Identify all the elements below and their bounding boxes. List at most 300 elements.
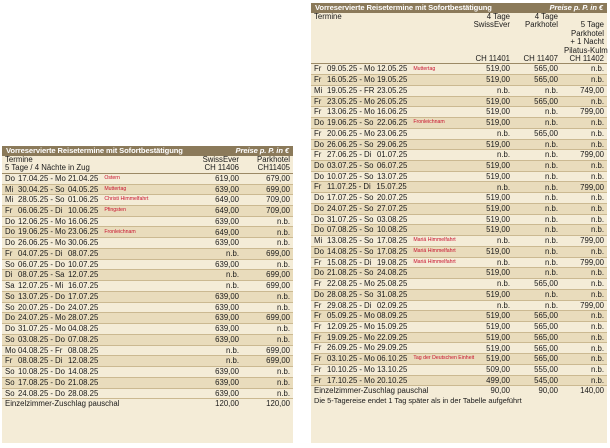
table-row xyxy=(2,334,293,345)
range-separator: - xyxy=(50,377,53,387)
range-separator: - xyxy=(50,184,53,194)
right-footer-val3: 140,00 xyxy=(561,386,607,396)
range-separator: - xyxy=(359,236,362,246)
holiday-label: Christi Himmelfahrt xyxy=(104,196,149,203)
end-weekday: FR xyxy=(363,85,375,95)
price-cell: 639,00 xyxy=(187,313,242,324)
end-weekday: So xyxy=(363,246,374,256)
date-range-cell xyxy=(311,107,463,118)
end-weekday: Di xyxy=(363,150,372,160)
date-range-cell xyxy=(311,75,463,86)
range-separator: - xyxy=(359,311,362,321)
table-row xyxy=(2,367,293,378)
end-date: 16.07.25 xyxy=(67,281,99,291)
end-date: 17.08.25 xyxy=(376,236,408,246)
start-weekday: Fr xyxy=(314,322,322,332)
price-cell: n.b. xyxy=(187,281,242,292)
start-date: 31.07.25 xyxy=(18,324,49,334)
date-range-cell xyxy=(2,388,187,399)
start-weekday: Do xyxy=(314,171,324,181)
price-cell: n.b. xyxy=(513,107,561,118)
date-range-cell xyxy=(311,139,463,150)
end-date: 15.09.25 xyxy=(376,322,408,332)
start-date: 30.04.25 xyxy=(18,184,49,194)
price-cell: 565,00 xyxy=(513,332,561,343)
left-title-bar xyxy=(2,146,293,156)
price-cell: 565,00 xyxy=(513,64,561,75)
holiday-label: Pfingsten xyxy=(104,207,126,214)
end-date: 23.06.25 xyxy=(67,227,99,237)
left-col1-code: CH 11406 xyxy=(204,163,239,173)
start-date: 12.07.25 xyxy=(18,281,49,291)
end-date: 29.09.25 xyxy=(376,343,408,353)
start-weekday: Do xyxy=(314,268,324,278)
price-cell: n.b. xyxy=(513,246,561,257)
range-separator: - xyxy=(50,259,53,269)
table-row xyxy=(2,356,293,367)
price-cell: n.b. xyxy=(561,279,607,290)
range-separator: - xyxy=(359,75,362,85)
start-weekday: Do xyxy=(314,246,324,256)
range-separator: - xyxy=(359,128,362,138)
end-weekday: Mo xyxy=(363,128,375,138)
price-cell: n.b. xyxy=(463,128,513,139)
date-range-cell xyxy=(311,332,463,343)
range-separator: - xyxy=(50,195,53,205)
price-cell: n.b. xyxy=(513,236,561,247)
start-date: 29.08.25 xyxy=(327,300,358,310)
date-range-cell xyxy=(2,259,187,270)
start-weekday: So xyxy=(5,334,15,344)
price-cell: n.b. xyxy=(242,324,293,335)
right-col2-name: Parkhotel xyxy=(525,20,558,30)
start-weekday: Do xyxy=(314,118,324,128)
date-range-cell xyxy=(311,279,463,290)
price-cell: n.b. xyxy=(513,268,561,279)
right-col1-code: CH 11401 xyxy=(475,53,510,63)
date-range-cell xyxy=(311,246,463,257)
date-range-cell xyxy=(311,354,475,365)
start-weekday: Fr xyxy=(314,182,322,192)
range-separator: - xyxy=(50,248,53,258)
end-date: 03.08.25 xyxy=(376,214,408,224)
right-footer-label: Einzelzimmer-Zuschlag pauschal xyxy=(311,386,463,396)
end-date: 24.07.25 xyxy=(67,302,99,312)
start-date: 21.08.25 xyxy=(327,268,358,278)
price-cell: 709,00 xyxy=(242,206,293,217)
start-weekday: Di xyxy=(5,270,13,280)
start-weekday: Do xyxy=(5,227,15,237)
price-cell: n.b. xyxy=(513,289,561,300)
start-weekday: Fr xyxy=(314,96,322,106)
range-separator: - xyxy=(359,225,362,235)
price-cell: n.b. xyxy=(242,238,293,249)
table-row xyxy=(311,343,607,354)
price-cell: n.b. xyxy=(561,96,607,107)
end-weekday: So xyxy=(363,289,374,299)
price-cell: 519,00 xyxy=(463,193,513,204)
end-weekday: Mo xyxy=(363,64,375,74)
range-separator: - xyxy=(50,388,53,398)
range-separator: - xyxy=(358,182,362,192)
date-range-cell xyxy=(2,291,187,302)
price-cell: n.b. xyxy=(561,118,607,129)
table-row xyxy=(2,291,293,302)
start-weekday: Do xyxy=(314,214,324,224)
start-date: 27.06.25 xyxy=(327,150,358,160)
end-weekday: Do xyxy=(54,388,65,398)
date-range-cell xyxy=(311,300,463,311)
left-col2-code: CH11405 xyxy=(257,163,290,173)
price-cell: n.b. xyxy=(187,356,242,367)
end-weekday: Do xyxy=(54,302,65,312)
holiday-label: Mariä Himmelfahrt xyxy=(413,258,456,265)
range-separator: - xyxy=(50,313,53,323)
table-row xyxy=(2,238,293,249)
price-cell: n.b. xyxy=(513,161,561,172)
table-row xyxy=(2,195,293,206)
start-date: 17.07.25 xyxy=(327,193,358,203)
price-cell: 649,00 xyxy=(187,227,242,238)
end-date: 20.10.25 xyxy=(376,375,408,385)
range-separator: - xyxy=(359,364,362,374)
price-cell: 619,00 xyxy=(187,173,242,184)
left-head-termine: Termine xyxy=(5,155,33,164)
price-cell: 639,00 xyxy=(187,302,242,313)
price-cell: 565,00 xyxy=(513,128,561,139)
start-date: 05.09.25 xyxy=(327,311,358,321)
start-date: 03.10.25 xyxy=(327,354,358,364)
left-schedule-table xyxy=(2,156,293,409)
price-cell: n.b. xyxy=(513,193,561,204)
price-cell: 639,00 xyxy=(187,238,242,249)
price-cell: 519,00 xyxy=(463,246,513,257)
end-date: 25.08.25 xyxy=(376,279,408,289)
end-date: 19.05.25 xyxy=(376,75,408,85)
price-cell: 499,00 xyxy=(463,375,513,386)
table-row xyxy=(2,248,293,259)
range-separator: - xyxy=(50,291,53,301)
end-date: 22.09.25 xyxy=(376,332,408,342)
end-weekday: So xyxy=(363,214,374,224)
table-row xyxy=(311,332,607,343)
price-cell: 699,00 xyxy=(242,313,293,324)
end-weekday: Di xyxy=(54,356,63,366)
table-row xyxy=(311,311,607,322)
price-cell: n.b. xyxy=(561,343,607,354)
right-col3-name: Parkhotel xyxy=(571,28,604,38)
start-weekday: Do xyxy=(314,203,324,213)
date-range-cell xyxy=(311,375,463,386)
date-range-cell xyxy=(311,118,463,129)
end-weekday: Mo xyxy=(54,313,66,323)
end-date: 15.07.25 xyxy=(376,182,407,192)
price-cell: n.b. xyxy=(242,302,293,313)
end-date: 08.09.25 xyxy=(376,311,408,321)
date-range-cell xyxy=(2,377,187,388)
end-weekday: So xyxy=(54,184,65,194)
end-date: 13.10.25 xyxy=(376,364,408,374)
start-weekday: Fr xyxy=(5,206,13,216)
start-weekday: Fr xyxy=(314,332,322,342)
end-date: 17.07.25 xyxy=(67,291,99,301)
start-date: 26.06.25 xyxy=(18,238,49,248)
end-weekday: So xyxy=(363,203,374,213)
table-row xyxy=(2,270,293,281)
start-date: 20.06.25 xyxy=(327,128,358,138)
start-date: 09.05.25 xyxy=(327,64,358,74)
end-weekday: Do xyxy=(54,291,65,301)
end-date: 29.06.25 xyxy=(376,139,408,149)
table-row xyxy=(311,193,607,204)
table-row xyxy=(311,322,607,333)
start-date: 14.08.25 xyxy=(327,246,358,256)
right-schedule-panel xyxy=(311,3,607,443)
start-date: 06.06.25 xyxy=(18,206,49,216)
price-cell: n.b. xyxy=(513,150,561,161)
end-weekday: Mo xyxy=(363,354,375,364)
table-row xyxy=(311,161,607,172)
range-separator: - xyxy=(359,96,362,106)
start-weekday: Do xyxy=(314,139,324,149)
start-date: 15.08.25 xyxy=(327,257,358,267)
end-date: 16.06.25 xyxy=(376,107,408,117)
table-row xyxy=(311,246,607,257)
start-date: 10.10.25 xyxy=(327,364,358,374)
holiday-label: Muttertag xyxy=(104,185,127,192)
date-range-cell xyxy=(311,268,463,279)
start-date: 24.07.25 xyxy=(327,203,358,213)
price-cell: n.b. xyxy=(242,367,293,378)
date-range-cell xyxy=(311,161,463,172)
end-weekday: Mo xyxy=(363,343,375,353)
start-date: 03.07.25 xyxy=(327,161,358,170)
range-separator: - xyxy=(359,64,362,74)
price-cell: 519,00 xyxy=(463,161,513,172)
holiday-label: Ostern xyxy=(104,174,120,181)
start-weekday: Fr xyxy=(314,64,322,74)
price-cell: 509,00 xyxy=(463,364,513,375)
price-cell: 565,00 xyxy=(513,96,561,107)
price-cell: 709,00 xyxy=(242,195,293,206)
price-cell: n.b. xyxy=(561,75,607,86)
price-cell: 799,00 xyxy=(561,257,607,268)
left-col2-name: Parkhotel xyxy=(257,155,290,164)
end-date: 10.08.25 xyxy=(376,225,408,235)
start-weekday: So xyxy=(5,388,15,398)
date-range-cell xyxy=(311,289,463,300)
price-cell: 545,00 xyxy=(513,375,561,386)
end-weekday: Di xyxy=(54,248,63,258)
range-separator: - xyxy=(359,214,362,224)
end-date: 26.05.25 xyxy=(376,96,408,106)
table-row xyxy=(311,289,607,300)
price-cell: n.b. xyxy=(463,236,513,247)
start-date: 31.07.25 xyxy=(327,214,358,224)
start-date: 22.08.25 xyxy=(327,279,358,289)
end-weekday: Mo xyxy=(363,375,375,385)
left-price-note: Preise p. P. in € xyxy=(235,146,289,155)
end-weekday: Di xyxy=(363,182,371,192)
start-weekday: Sa xyxy=(5,281,15,291)
table-row xyxy=(311,279,607,290)
end-date: 12.08.25 xyxy=(67,356,99,366)
right-col3-location: Pilatus-Kulm xyxy=(564,45,608,55)
table-row xyxy=(311,300,607,311)
range-separator: - xyxy=(50,238,53,248)
range-separator: - xyxy=(359,375,362,385)
table-row xyxy=(2,281,293,292)
range-separator: - xyxy=(50,281,53,291)
start-weekday: Fr xyxy=(314,343,322,353)
date-range-cell xyxy=(311,257,463,268)
price-cell: n.b. xyxy=(561,364,607,375)
price-cell: 639,00 xyxy=(187,324,242,335)
left-head-duration: 5 Tage / 4 Nächte in Zug xyxy=(5,163,90,173)
start-weekday: Fr xyxy=(314,300,322,310)
date-range-cell xyxy=(311,311,463,322)
range-separator: - xyxy=(359,257,362,267)
end-date: 23.05.25 xyxy=(376,85,408,95)
start-date: 08.08.25 xyxy=(18,356,49,366)
price-cell: 519,00 xyxy=(463,311,513,322)
table-row xyxy=(2,345,293,356)
end-weekday: Mo xyxy=(363,364,375,374)
range-separator: - xyxy=(359,107,362,117)
end-date: 22.06.25 xyxy=(376,118,408,128)
price-cell: 519,00 xyxy=(463,225,513,236)
right-col3-code: CH 11402 xyxy=(569,53,604,63)
range-separator: - xyxy=(50,367,53,377)
right-schedule-table xyxy=(311,13,607,396)
start-date: 10.08.25 xyxy=(18,367,49,377)
price-cell: n.b. xyxy=(561,225,607,236)
end-date: 08.07.25 xyxy=(67,248,99,258)
range-separator: - xyxy=(359,354,362,364)
price-cell: n.b. xyxy=(561,354,607,365)
price-cell: 639,00 xyxy=(187,334,242,345)
price-cell: n.b. xyxy=(513,171,561,182)
right-head-termine: Termine xyxy=(314,12,342,21)
price-cell: n.b. xyxy=(463,279,513,290)
start-date: 17.04.25 xyxy=(18,173,49,183)
end-date: 08.08.25 xyxy=(67,345,99,355)
range-separator: - xyxy=(50,216,53,226)
end-date: 16.06.25 xyxy=(67,216,99,226)
start-weekday: Do xyxy=(314,289,324,299)
end-weekday: Do xyxy=(54,367,65,377)
end-date: 30.06.25 xyxy=(67,238,99,248)
left-footer-val2: 120,00 xyxy=(242,399,293,409)
price-cell: 639,00 xyxy=(187,184,242,195)
price-cell: 799,00 xyxy=(561,150,607,161)
start-weekday: So xyxy=(5,259,15,269)
start-date: 19.06.25 xyxy=(327,118,358,128)
date-range-cell xyxy=(311,182,463,193)
end-weekday: Fr xyxy=(54,345,63,355)
range-separator: - xyxy=(359,171,362,181)
date-range-cell xyxy=(311,96,463,107)
date-range-cell xyxy=(311,150,463,161)
price-cell: 555,00 xyxy=(513,364,561,375)
end-date: 21.04.25 xyxy=(67,173,99,183)
start-date: 19.09.25 xyxy=(327,332,358,342)
price-cell: n.b. xyxy=(463,85,513,96)
price-cell: 519,00 xyxy=(463,268,513,279)
price-cell: 565,00 xyxy=(513,322,561,333)
table-row xyxy=(311,354,607,365)
price-cell: n.b. xyxy=(242,377,293,388)
end-date: 12.05.25 xyxy=(376,64,408,74)
table-row xyxy=(311,128,607,139)
end-date: 12.07.25 xyxy=(67,270,99,280)
date-range-cell xyxy=(2,238,187,249)
end-date: 24.08.25 xyxy=(376,268,408,278)
price-cell: 565,00 xyxy=(513,279,561,290)
start-date: 26.09.25 xyxy=(327,343,358,353)
price-cell: n.b. xyxy=(561,139,607,150)
price-cell: 749,00 xyxy=(561,85,607,96)
range-separator: - xyxy=(50,270,53,280)
table-row xyxy=(2,324,293,335)
table-row xyxy=(2,388,293,399)
price-cell: 699,00 xyxy=(242,281,293,292)
price-cell: 699,00 xyxy=(242,248,293,259)
price-cell: 519,00 xyxy=(463,322,513,333)
price-cell: n.b. xyxy=(561,64,607,75)
start-weekday: Mi xyxy=(5,184,14,194)
start-weekday: Mi xyxy=(5,195,14,205)
end-date: 01.06.25 xyxy=(67,195,99,205)
price-cell: n.b. xyxy=(513,300,561,311)
price-cell: n.b. xyxy=(187,345,242,356)
end-date: 23.06.25 xyxy=(376,128,408,138)
end-date: 28.07.25 xyxy=(67,313,99,323)
start-weekday: So xyxy=(5,377,15,387)
table-row xyxy=(311,236,607,247)
end-date: 06.07.25 xyxy=(376,161,408,170)
table-row xyxy=(311,118,607,129)
range-separator: - xyxy=(50,206,53,216)
range-separator: - xyxy=(359,150,362,160)
price-cell: 639,00 xyxy=(187,388,242,399)
end-date: 28.08.25 xyxy=(67,388,99,398)
end-weekday: So xyxy=(363,236,374,246)
end-date: 01.07.25 xyxy=(376,150,408,160)
price-cell: n.b. xyxy=(242,334,293,345)
start-date: 04.07.25 xyxy=(18,248,49,258)
start-weekday: Do xyxy=(5,324,15,334)
table-row xyxy=(2,313,293,324)
end-weekday: Mo xyxy=(363,96,375,106)
price-cell: n.b. xyxy=(561,289,607,300)
price-cell: n.b. xyxy=(561,311,607,322)
price-cell: n.b. xyxy=(187,248,242,259)
price-cell: 519,00 xyxy=(463,64,513,75)
table-row xyxy=(311,139,607,150)
end-weekday: Mo xyxy=(363,279,375,289)
table-row xyxy=(2,206,293,217)
date-range-cell xyxy=(311,193,463,204)
end-date: 04.08.25 xyxy=(67,324,99,334)
price-cell: n.b. xyxy=(513,85,561,96)
date-range-cell xyxy=(2,324,187,335)
price-cell: 799,00 xyxy=(561,182,607,193)
start-weekday: So xyxy=(5,291,15,301)
end-date: 17.08.25 xyxy=(376,246,408,256)
range-separator: - xyxy=(359,193,362,203)
holiday-label: Muttertag xyxy=(413,65,436,72)
